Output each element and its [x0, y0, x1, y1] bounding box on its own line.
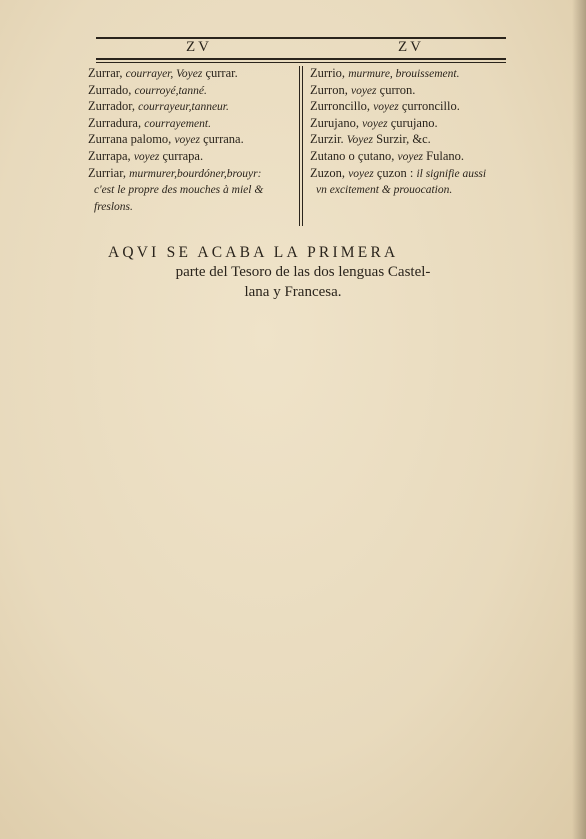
dictionary-entry — [88, 66, 294, 83]
cross-reference: çurujano. — [387, 115, 438, 130]
dictionary-columns — [88, 66, 518, 226]
dictionary-entry — [88, 99, 294, 116]
cross-reference: çurrana. — [199, 132, 244, 147]
bleed-through-text — [120, 320, 123, 335]
french-gloss: murmure, brouissement. — [348, 68, 460, 80]
french-gloss: courrayeur,tanneur. — [138, 101, 229, 114]
french-gloss: voyez — [350, 84, 377, 97]
colophon-line-3: lana y Francesa. — [244, 284, 342, 300]
dictionary-entry — [310, 149, 520, 166]
header-left-letters: ZV — [186, 39, 212, 55]
french-gloss-extra: il signifie aussi — [416, 167, 487, 180]
dictionary-entry — [88, 182, 294, 199]
cross-reference: Surzir, &c. — [372, 132, 431, 147]
dictionary-entry — [88, 83, 294, 100]
french-gloss: Voyez — [346, 134, 373, 147]
dictionary-entry — [88, 116, 294, 133]
right-column — [310, 66, 520, 199]
dictionary-entry — [88, 132, 294, 149]
dictionary-entry — [310, 99, 520, 116]
spanish-headword: Zurradura, — [88, 115, 142, 130]
header-bottom-rule — [96, 58, 506, 60]
spanish-headword: Zurrio, — [310, 66, 346, 80]
cross-reference: çuzon : — [373, 165, 417, 180]
french-gloss: freslons. — [94, 200, 133, 213]
left-column — [88, 66, 294, 215]
spanish-headword: Zuzon, — [310, 165, 346, 180]
spanish-headword: Zurujano, — [310, 115, 359, 130]
french-gloss: voyez — [362, 117, 388, 130]
french-gloss: voyez — [133, 150, 160, 163]
dictionary-entry — [310, 182, 520, 199]
french-gloss: voyez — [373, 101, 399, 114]
french-gloss: voyez — [397, 150, 424, 163]
french-gloss: courrayement. — [144, 117, 211, 130]
spanish-headword: Zurrapa, — [88, 148, 131, 163]
french-gloss: voyez — [174, 134, 200, 147]
french-gloss: vn excitement & prouocation. — [316, 184, 453, 197]
colophon-heading: AQVI SE ACABA LA PRIMERA — [108, 244, 399, 261]
running-header — [96, 34, 506, 54]
french-gloss: voyez — [348, 167, 374, 180]
french-gloss: courrayer, Voyez — [125, 68, 203, 80]
dictionary-entry — [88, 149, 294, 166]
spanish-headword: Zurrar, — [88, 66, 123, 80]
header-bottom-rule-thin — [96, 62, 506, 63]
spanish-headword: Zurroncillo, — [310, 99, 371, 114]
header-rule — [96, 37, 506, 39]
spanish-headword: Zurrado, — [88, 82, 132, 97]
spanish-headword: Zurzir. — [310, 132, 344, 147]
header-right-letters: ZV — [398, 39, 424, 55]
french-gloss: murmurer,bourdóner,brouyr: — [129, 167, 262, 180]
column-divider — [299, 66, 300, 226]
cross-reference: Fulano. — [423, 148, 465, 163]
dictionary-entry — [88, 199, 294, 216]
french-gloss: c'est le propre des mouches à miel & — [94, 184, 264, 197]
dictionary-entry — [310, 116, 520, 133]
cross-reference: çurrapa. — [159, 148, 204, 163]
dictionary-entry — [88, 166, 294, 183]
spanish-headword: Zurrana palomo, — [88, 132, 172, 147]
column-divider-second — [302, 66, 303, 226]
colophon-line-2: parte del Tesoro de las dos lenguas Castel- — [175, 264, 431, 280]
cross-reference: çurron. — [376, 82, 416, 97]
french-gloss: courroyé,tanné. — [134, 84, 207, 97]
dictionary-entry — [310, 83, 520, 100]
dictionary-entry — [310, 66, 520, 83]
spanish-headword: Zurrador, — [88, 99, 136, 114]
cross-reference: çurrar. — [202, 66, 238, 80]
page-edge-shadow — [572, 0, 586, 839]
spanish-headword: Zurriar, — [88, 165, 127, 180]
cross-reference: çurroncillo. — [398, 99, 460, 114]
dictionary-entry — [310, 132, 520, 149]
spanish-headword: Zutano o çutano, — [310, 148, 395, 163]
dictionary-entry — [310, 166, 520, 183]
spanish-headword: Zurron, — [310, 82, 348, 97]
